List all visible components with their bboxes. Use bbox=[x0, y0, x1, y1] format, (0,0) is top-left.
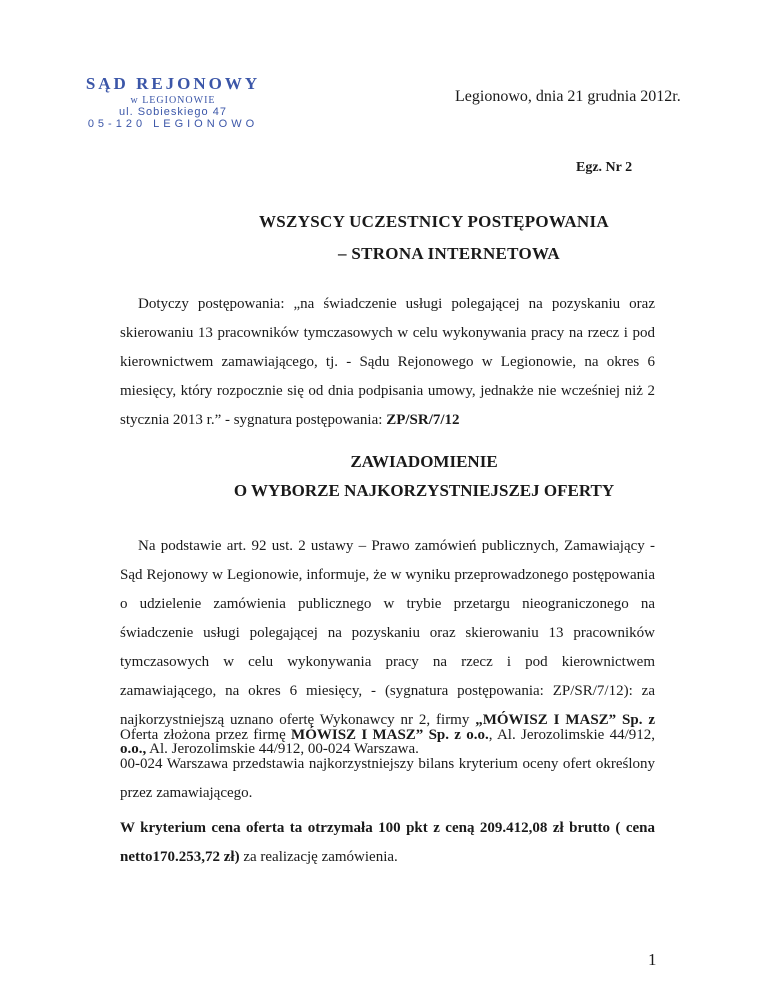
subject-paragraph bbox=[120, 290, 655, 435]
court-stamp bbox=[58, 74, 288, 130]
p2-rest: , Al. Jerozolimskie 44/912, 00-024 Warszawa przedstawia najkorzystniejszy bilans kryterium oceny ofert określony przez zamawiającego. bbox=[120, 727, 656, 801]
subject-text: Dotyczy postępowania: „na świadczenie usługi polegającej na pozyskaniu oraz skierowaniu 13 pracowników tymczasowych w celu wykonywania pracy na rzecz i pod kierownictwem zamawiającego, tj. - Sądu Rejonowego w Legionowie, na okres 6 miesięcy, który rozpocznie się od dnia podpisania umowy, jednakże nie wcześniej niż 2 stycznia 2013 r.” - sygnatura postępowania: bbox=[120, 296, 655, 428]
recipients-line-2: – STRONA INTERNETOWA bbox=[337, 244, 561, 263]
recipients-line-1: WSZYSCY UCZESTNICY POSTĘPOWANIA bbox=[259, 212, 609, 231]
p1-text: Na podstawie art. 92 ust. 2 ustawy – Prawo zamówień publicznych, Zamawiający - Sąd Rejonowy w Legionowie, informuje, że w wyniku przeprowadzonego postępowania o udzielenie zamówienia publicznego w trybie przetargu nieograniczonego na świadczenie usługi polegającej na pozyskaniu oraz skierowaniu 13 pracowników tymczasowych w celu wykonywania pracy na rzecz i pod kierownictwem zamawiającego, na okres 6 miesięcy, - (sygnatura postępowania: ZP/SR/7/12): za najkorzystniejszą uznano ofertę Wykonawcy nr 2, firmy bbox=[120, 538, 655, 728]
p3-price: W kryterium cena oferta ta otrzymała 100 pkt z ceną 209.412,08 zł brutto ( cena netto170.253,72 zł) bbox=[120, 820, 655, 865]
page-number: 1 bbox=[648, 950, 657, 969]
stamp-street: ul. Sobieskiego 47 bbox=[119, 106, 227, 118]
p1-company: „MÓWISZ I MASZ” Sp. z o.o., bbox=[120, 712, 655, 757]
stamp-court-name: SĄD REJONOWY bbox=[85, 74, 261, 93]
p3-rest: za realizację zamówienia. bbox=[239, 849, 398, 865]
stamp-postal: 05-120 LEGIONOWO bbox=[87, 118, 259, 130]
copy-number: Egz. Nr 2 bbox=[576, 160, 633, 175]
notice-title: ZAWIADOMIENIE bbox=[350, 452, 498, 471]
stamp-city: w LEGIONOWIE bbox=[130, 95, 216, 106]
place-date: Legionowo, dnia 21 grudnia 2012r. bbox=[455, 88, 681, 105]
p2-lead: Oferta złożona przez firmę bbox=[120, 727, 292, 743]
notice-subtitle: O WYBORZE NAJKORZYSTNIEJSZEJ OFERTY bbox=[233, 481, 615, 500]
p2-company: MÓWISZ I MASZ” Sp. z o.o. bbox=[291, 727, 489, 743]
body-paragraph-3 bbox=[120, 814, 655, 872]
subject-signature: ZP/SR/7/12 bbox=[386, 412, 460, 428]
body-paragraph-2 bbox=[120, 721, 655, 808]
p1-address: Al. Jerozolimskie 44/912, 00-024 Warszawa. bbox=[146, 741, 419, 757]
